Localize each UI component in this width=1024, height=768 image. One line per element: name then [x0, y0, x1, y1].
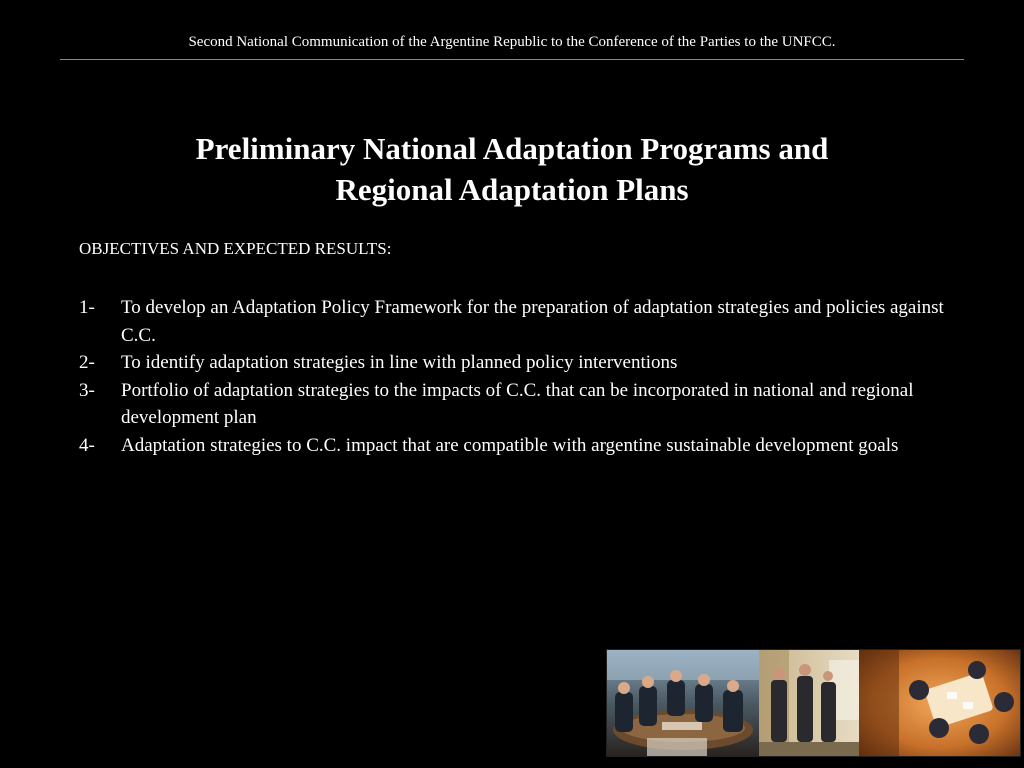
office-photo: [759, 650, 859, 756]
objective-number: 3-: [79, 379, 95, 401]
slide-title-line-2: Regional Adaptation Plans: [335, 172, 689, 207]
objective-text: Adaptation strategies to C.C. impact that are compatible with argentine sustainable development goals: [121, 434, 899, 456]
header-text: Second National Communication of the Argentine Republic to the Conference of the Parties to the UNFCC.: [188, 34, 836, 50]
slide-title-line-1: Preliminary National Adaptation Programs and: [195, 131, 829, 166]
slide-title: [0, 128, 1024, 210]
objective-item: [79, 294, 959, 349]
photo-collage: [606, 649, 1021, 757]
objective-text: To develop an Adaptation Policy Framework for the preparation of adaptation strategies and policies against C.C.: [121, 297, 944, 346]
objectives-heading: OBJECTIVES AND EXPECTED RESULTS:: [79, 239, 392, 258]
objectives-list: [79, 294, 959, 459]
objective-number: 2-: [79, 352, 95, 373]
objective-item: [79, 377, 959, 432]
objective-number: 4-: [79, 434, 95, 456]
objective-item: [79, 432, 959, 460]
meeting-photo: [607, 650, 759, 756]
objective-item: [79, 349, 959, 377]
overhead-meeting-photo: [859, 650, 1020, 756]
objective-text: To identify adaptation strategies in line with planned policy interventions: [121, 352, 678, 373]
objective-text: Portfolio of adaptation strategies to the impacts of C.C. that can be incorporated in national and regional development plan: [121, 379, 914, 428]
header-divider: [60, 59, 964, 60]
objective-number: 1-: [79, 297, 95, 318]
